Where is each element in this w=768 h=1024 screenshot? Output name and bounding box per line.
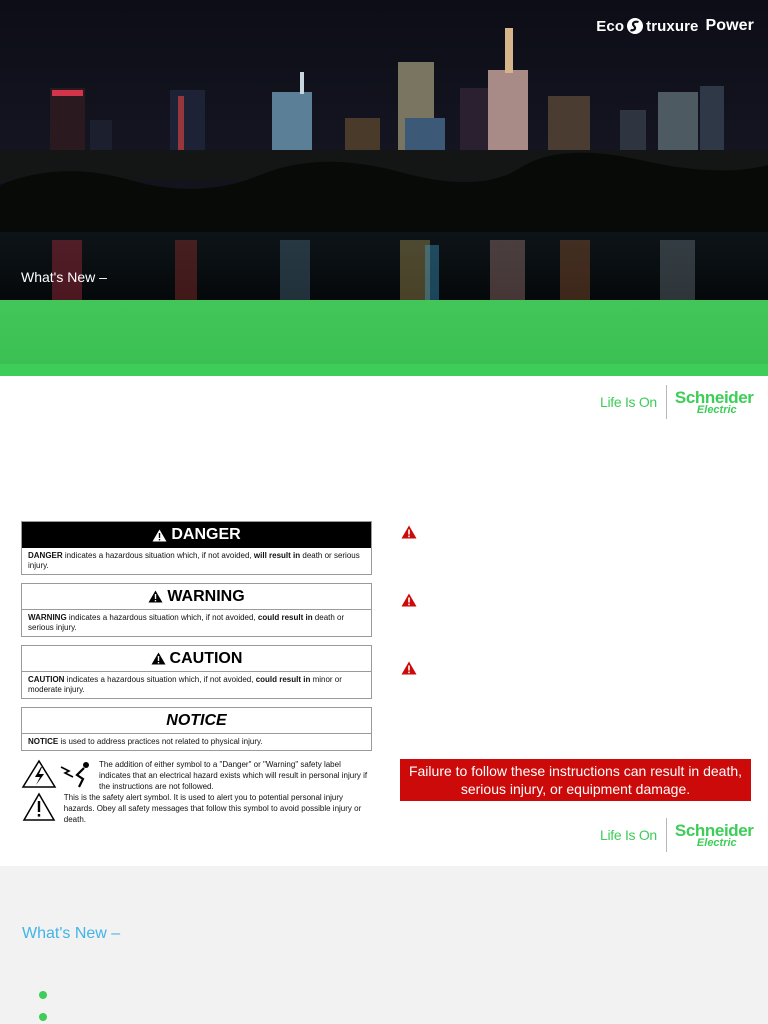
warning-header [22, 584, 371, 610]
warning-lead: WARNING [28, 613, 67, 622]
caution-text-1: indicates a hazardous situation which, if not avoided, [64, 675, 256, 684]
red-warning-icon [401, 525, 417, 539]
caution-box [21, 645, 372, 699]
warning-triangle-icon [151, 652, 166, 665]
danger-description [22, 548, 371, 574]
caution-description [22, 672, 371, 698]
electrical-hazard-text: The addition of either symbol to a "Danger" or "Warning" safety label indicates that an electrical hazard exists which will result in personal injury if the instructions are not followed. [99, 760, 368, 791]
hero-title: What's New – [21, 269, 107, 285]
schneider-electric-logo-top [600, 385, 754, 419]
section-title: What's New – [22, 925, 121, 942]
safety-message-table [21, 521, 372, 825]
schneider-text: Schneider [674, 387, 754, 407]
caution-emphasis: could result in [255, 675, 311, 684]
warning-triangle-icon [148, 590, 163, 603]
list-bullet [39, 991, 47, 999]
notice-header [22, 708, 371, 734]
electric-text: Electric [696, 403, 737, 416]
warning-triangle-icon [152, 529, 167, 542]
danger-header [22, 522, 371, 548]
safety-alert-icons [21, 792, 58, 822]
warning-text-2: death or serious injury. [28, 613, 345, 632]
warning-text-1: indicates a hazardous situation which, if not avoided, [66, 613, 258, 622]
logo-divider [666, 385, 667, 419]
notice-box [21, 707, 372, 751]
brand-middle: truxure [646, 17, 699, 35]
danger-heading: DANGER [171, 526, 241, 543]
schneider-text: Schneider [674, 820, 754, 840]
schneider-electric-logo-bottom [600, 818, 754, 852]
life-is-on-text: Life Is On [600, 827, 657, 843]
ecostruxure-s-icon [626, 17, 644, 35]
lower-section [0, 866, 768, 1024]
caution-header [22, 646, 371, 672]
ecostruxure-power-logo [596, 17, 754, 35]
electric-text: Electric [696, 836, 737, 849]
red-warning-icon [401, 593, 417, 607]
notice-description [22, 734, 371, 750]
safety-alert-text: This is the safety alert symbol. It is used to alert you to potential personal injury hazards. Obey all safety messages that follow this symbol to avoid possible injury or death. [63, 793, 362, 824]
notice-heading: NOTICE [166, 711, 227, 729]
danger-lead: DANGER [28, 551, 63, 560]
list-bullet [39, 1013, 47, 1021]
life-is-on-text: Life Is On [600, 394, 657, 410]
notice-lead: NOTICE [28, 737, 59, 746]
schneider-wordmark [675, 822, 754, 849]
warning-description [22, 610, 371, 636]
hero-banner [0, 0, 768, 376]
caution-lead: CAUTION [28, 675, 65, 684]
warning-heading: WARNING [167, 587, 245, 605]
safety-alert-triangle-icon [22, 792, 56, 822]
notice-text: is used to address practices not related to physical injury. [58, 737, 263, 746]
schneider-wordmark [675, 389, 754, 416]
electrical-hazard-icons [21, 759, 93, 789]
brand-suffix: Power [705, 17, 754, 34]
shock-hazard-icon [59, 759, 93, 789]
safety-alert-symbol-row [21, 792, 372, 825]
warning-box [21, 583, 372, 637]
caution-text-2: minor or moderate injury. [28, 675, 342, 694]
brand-prefix: Eco [596, 17, 625, 35]
logo-divider [666, 818, 667, 852]
danger-emphasis: will result in [253, 551, 301, 560]
electrical-hazard-triangle-icon [21, 759, 57, 789]
electrical-hazard-symbol-row [21, 759, 372, 792]
danger-box [21, 521, 372, 575]
danger-text-2: death or serious injury. [28, 551, 360, 570]
green-stripe [0, 364, 768, 376]
warning-emphasis: could result in [257, 613, 313, 622]
red-warning-icon [401, 661, 417, 675]
caution-heading: CAUTION [169, 649, 243, 667]
failure-warning-banner: Failure to follow these instructions can result in death, serious injury, or equipment damage. [400, 759, 751, 801]
danger-text-1: indicates a hazardous situation which, if not avoided, [62, 551, 254, 560]
